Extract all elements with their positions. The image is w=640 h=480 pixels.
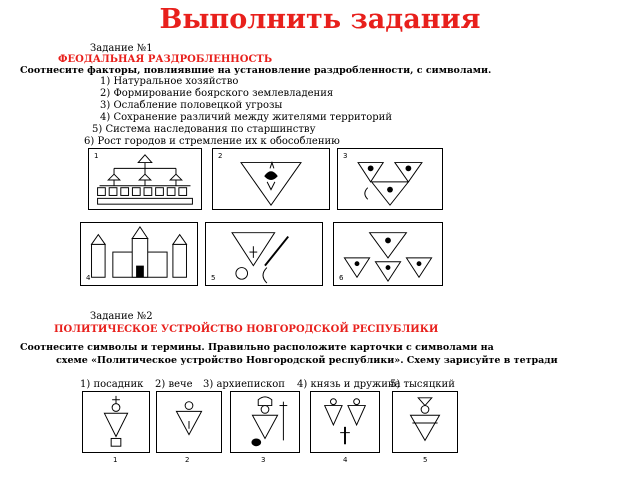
task1-card-2[interactable]	[212, 148, 330, 210]
card-number: 4	[86, 274, 91, 282]
hierarchy-tree-icon	[89, 149, 201, 209]
task2-term-3: 3) архиепископ	[203, 379, 285, 390]
posadnik-figure-icon	[83, 392, 149, 452]
triangles-people-icon	[338, 149, 442, 209]
task2-term-5: 5) тысяцкий	[390, 379, 455, 390]
archbishop-figure-icon	[231, 392, 299, 452]
task1-card-1[interactable]	[88, 148, 202, 210]
task1-factor-5: 5) Система наследования по старшинству	[92, 124, 316, 135]
task1-factor-6: 6) Рост городов и стремление их к обособлению	[84, 136, 340, 147]
task1-factor-1: 1) Натуральное хозяйство	[100, 76, 239, 87]
task1-topic: ФЕОДАЛЬНАЯ РАЗДРОБЛЕННОСТЬ	[58, 54, 273, 65]
task2-card-5[interactable]	[392, 391, 458, 464]
card-number: 4	[343, 456, 348, 464]
task1-card-5[interactable]	[205, 222, 323, 286]
task2-term-4: 4) князь и дружина	[297, 379, 401, 390]
task2-card-3[interactable]	[230, 391, 300, 464]
tysyatsky-figure-icon	[393, 392, 457, 452]
triangles-cluster-icon	[334, 223, 442, 285]
task2-instruction-line1: Соотнесите символы и термины. Правильно расположите карточки с символами на	[20, 342, 494, 353]
card-number: 6	[339, 274, 344, 282]
card-number: 1	[113, 456, 118, 464]
task2-term-1: 1) посадник	[80, 379, 144, 390]
card-number: 2	[185, 456, 190, 464]
card-number: 3	[343, 152, 348, 160]
task1-factor-3: 3) Ослабление половецкой угрозы	[100, 100, 283, 111]
task1-card-3[interactable]	[337, 148, 443, 210]
card-number: 3	[261, 456, 266, 464]
task2-card-1[interactable]	[82, 391, 150, 464]
card-number: 5	[423, 456, 428, 464]
task2-instruction-line2: схеме «Политическое устройство Новгородской республики». Схему зарисуйте в тетради	[56, 355, 558, 366]
triangle-wheat-icon	[213, 149, 329, 209]
card-number: 5	[211, 274, 216, 282]
task1-card-6[interactable]	[333, 222, 443, 286]
task1-card-4[interactable]	[80, 222, 198, 286]
task1-factor-2: 2) Формирование боярского землевладения	[100, 88, 334, 99]
task2-term-2: 2) вече	[155, 379, 193, 390]
task1-instruction: Соотнесите факторы, повлиявшие на установление раздробленности, с символами.	[20, 65, 492, 76]
task2-card-4[interactable]	[310, 391, 380, 464]
card-number: 1	[94, 152, 99, 160]
task2-heading: Задание №2	[90, 311, 153, 322]
prince-druzhina-icon	[311, 392, 379, 452]
task2-topic: ПОЛИТИЧЕСКОЕ УСТРОЙСТВО НОВГОРОДСКОЙ РЕСПУБЛИКИ	[54, 324, 439, 335]
veche-figure-icon	[157, 392, 221, 452]
task2-card-2[interactable]	[156, 391, 222, 464]
card-number: 2	[218, 152, 223, 160]
task1-factor-4: 4) Сохранение различий между жителями территорий	[100, 112, 392, 123]
castle-towers-icon	[81, 223, 197, 285]
triangle-sword-icon	[206, 223, 322, 285]
page-title: Выполнить задания	[159, 4, 481, 35]
task1-heading: Задание №1	[90, 43, 153, 54]
